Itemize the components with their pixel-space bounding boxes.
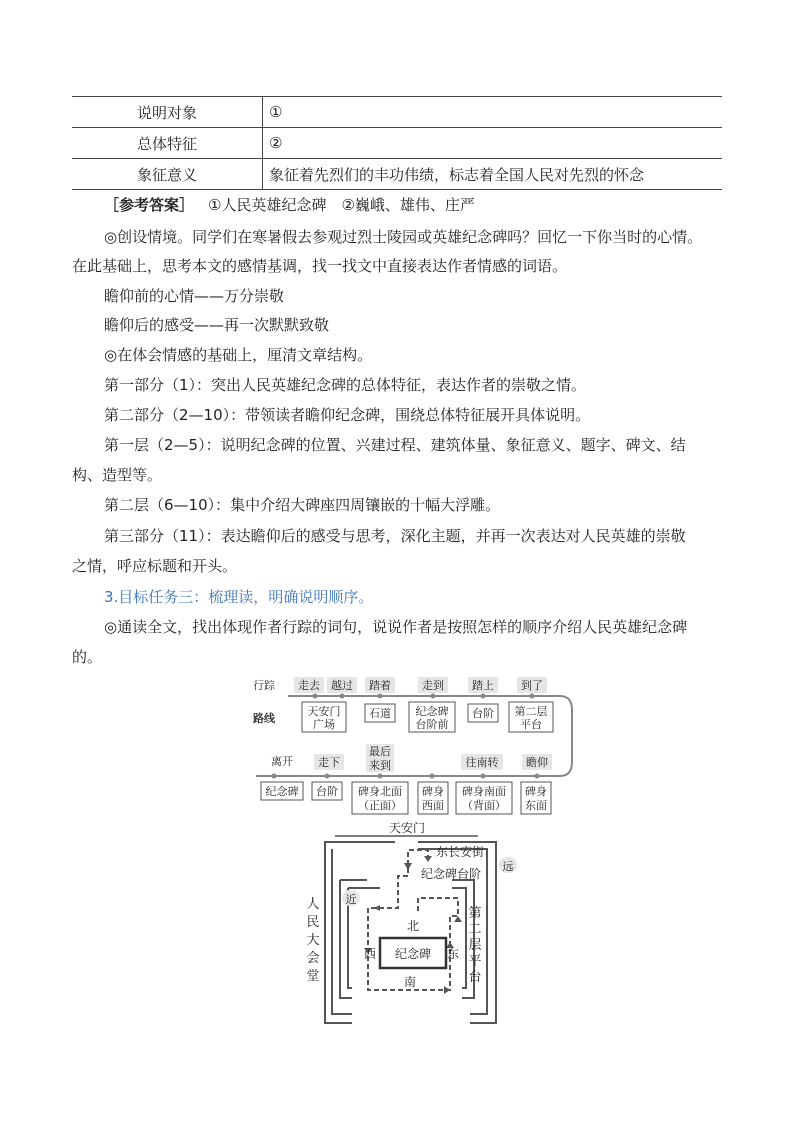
place-box: （正面）: [358, 799, 402, 812]
west-label: 西: [363, 947, 377, 961]
paragraph: ◎通读全文，找出体现作者行踪的词句，说说作者是按照怎样的顺序介绍人民英雄纪念碑: [104, 618, 688, 636]
table-row: [72, 97, 722, 128]
vertical-char: 人: [306, 897, 320, 912]
answer-label: ［参考答案］: [104, 196, 195, 214]
action-tag: 最后: [369, 745, 391, 758]
map-diagram: [300, 818, 530, 1026]
steps-label: 纪念碑台阶: [421, 867, 482, 881]
route-diagram: [250, 670, 580, 818]
place-box: 台阶: [316, 785, 338, 798]
vertical-char: 民: [306, 915, 320, 930]
action-tag: 来到: [369, 759, 391, 772]
paragraph: 第一部分（1）：突出人民英雄纪念碑的总体特征，表达作者的崇敬之情。: [104, 376, 587, 394]
place-box: 平台: [520, 718, 542, 731]
table-key: 说明对象: [72, 97, 263, 128]
paragraph: 第二层（6—10）：集中介绍大碑座四周镶嵌的十幅大浮雕。: [104, 496, 501, 514]
task-heading: 3.目标任务三：梳理读，明确说明顺序。: [104, 588, 374, 606]
north-label: 北: [406, 919, 420, 933]
action-tag: 往南转: [465, 756, 499, 769]
action-tag: 走去: [298, 679, 320, 692]
paragraph: 的。: [72, 648, 103, 666]
vertical-char: 会: [306, 951, 320, 966]
vertical-char: 台: [468, 970, 482, 985]
monument-label: 纪念碑: [394, 947, 432, 961]
table-key: 总体特征: [72, 128, 263, 159]
place-box: 第二层: [514, 705, 548, 718]
place-box: （背面）: [462, 799, 506, 812]
action-tag: 走到: [422, 679, 444, 692]
place-box: 台阶: [472, 707, 494, 720]
near-tag: 近: [345, 893, 357, 906]
table-row: [72, 128, 722, 159]
vertical-char: 第: [468, 906, 482, 921]
paragraph: 瞻仰前的心情——万分崇敬: [104, 287, 285, 305]
paragraph: 构、造型等。: [72, 466, 163, 484]
action-tag: 离开: [271, 755, 293, 768]
paragraph: ◎在体会情感的基础上，厘清文章结构。: [104, 346, 373, 364]
paragraph: 之情，呼应标题和开头。: [72, 557, 238, 575]
east-street-label: 东长安街: [436, 845, 485, 859]
action-tag: 踏着: [369, 679, 391, 692]
place-box: 天安门: [307, 705, 341, 718]
table-key: 象征意义: [72, 159, 263, 190]
vertical-char: 堂: [306, 969, 320, 984]
track-label: 行踪: [253, 679, 275, 692]
place-box: 西面: [422, 799, 444, 812]
paragraph: 瞻仰后的感受——再一次默默致敬: [104, 316, 330, 334]
summary-table: [72, 96, 722, 190]
action-tag: 走下: [318, 756, 340, 769]
paragraph: 第二部分（2—10）：带领读者瞻仰纪念碑，围绕总体特征展开具体说明。: [104, 406, 591, 424]
table-row: [72, 159, 722, 190]
place-box: 碑身北面: [358, 785, 402, 798]
vertical-char: 平: [468, 954, 482, 969]
place-box: 碑身: [422, 785, 444, 798]
place-box: 碑身: [525, 785, 547, 798]
paragraph: ◎创设情境。同学们在寒暑假去参观过烈士陵园或英雄纪念碑吗？回忆一下你当时的心情。: [104, 228, 703, 246]
place-box: 东面: [525, 799, 547, 812]
vertical-char: 层: [468, 938, 482, 953]
far-tag: 远: [502, 860, 514, 873]
reference-answer: [104, 195, 764, 215]
tiananmen-label: 天安门: [388, 821, 426, 835]
table-value: 象征着先烈们的丰功伟绩，标志着全国人民对先烈的怀念: [263, 159, 723, 190]
paragraph: 在此基础上，思考本文的感情基调，找一找文中直接表达作者情感的词语。: [72, 257, 568, 275]
east-label: 东: [446, 947, 460, 961]
vertical-char: 二: [468, 922, 482, 937]
south-label: 南: [403, 975, 417, 989]
vertical-char: 大: [306, 933, 320, 948]
place-box: 碑身南面: [462, 785, 506, 798]
paragraph: 第三部分（11）：表达瞻仰后的感受与思考，深化主题，并再一次表达对人民英雄的崇敬: [104, 527, 686, 545]
action-tag: 到了: [521, 679, 543, 692]
route-label: 路线: [253, 712, 275, 725]
place-box: 纪念碑: [265, 785, 299, 798]
hall-label: [306, 897, 319, 984]
answer-text: ①人民英雄纪念碑 ②巍峨、雄伟、庄严: [208, 196, 475, 214]
place-box: 石道: [369, 707, 391, 720]
place-box: 广场: [313, 718, 335, 731]
table-value: ②: [263, 128, 723, 159]
action-tag: 越过: [331, 679, 353, 692]
place-box: 台阶前: [415, 718, 449, 731]
paragraph: 第一层（2—5）：说明纪念碑的位置、兴建过程、建筑体量、象征意义、题字、碑文、结: [104, 436, 686, 454]
action-tag: 瞻仰: [526, 756, 548, 769]
table-value: ①: [263, 97, 723, 128]
place-box: 纪念碑: [415, 705, 449, 718]
action-tag: 踏上: [472, 679, 494, 692]
platform-label: [468, 906, 481, 985]
